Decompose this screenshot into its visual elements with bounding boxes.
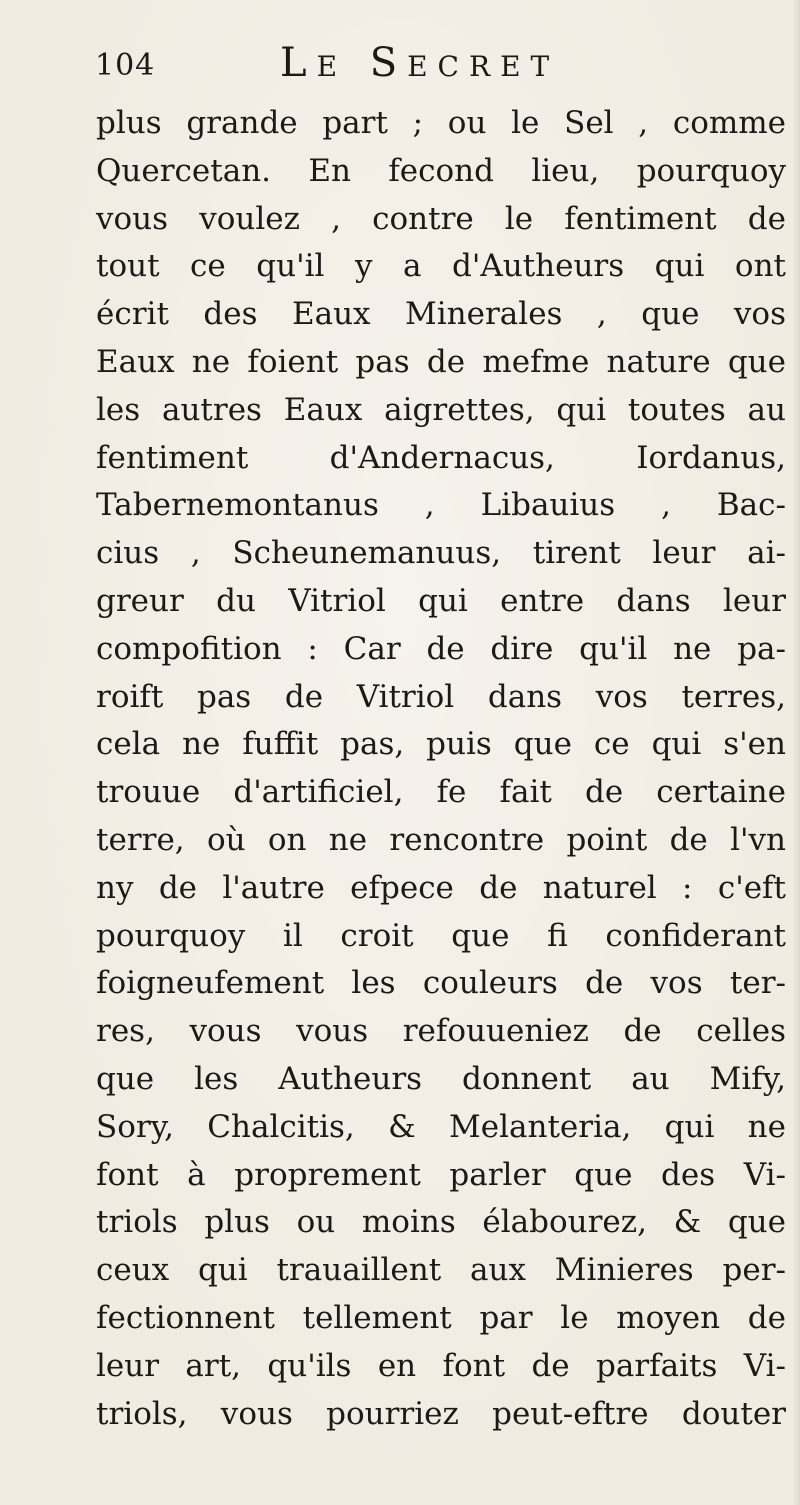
text-line: font à proprement parler que des Vi- (96, 1156, 786, 1193)
text-line: terre, où on ne rencontre point de l'vn (96, 821, 786, 858)
text-line: cela ne fuffit pas, puis que ce qui s'en (96, 726, 786, 763)
text-line: Tabernemontanus , Libauius , Bac- (96, 487, 786, 524)
text-line: compofition : Car de dire qu'il ne pa- (96, 630, 786, 667)
page-header (95, 40, 775, 92)
text-line: res, vous vous refouueniez de celles (96, 1013, 786, 1050)
text-line: greur du Vitriol qui entre dans leur (96, 582, 786, 619)
text-line: triols plus ou moins élabourez, & que (96, 1204, 786, 1241)
text-line: Eaux ne foient pas de mefme nature que (96, 343, 786, 380)
text-line: plus grande part ; ou le Sel , comme (96, 105, 786, 141)
text-line: fentiment d'Andernacus, Iordanus, (96, 439, 786, 476)
text-line: triols, vous pourriez peut-eftre douter (96, 1395, 786, 1432)
text-line: roift pas de Vitriol dans vos terres, (96, 678, 786, 715)
text-line: tout ce qu'il y a d'Autheurs qui ont (96, 248, 786, 285)
body-text (96, 100, 786, 1438)
running-title: Le Secret (280, 40, 560, 86)
text-line: Sory, Chalcitis, & Melanteria, qui ne (96, 1108, 786, 1145)
text-line: vous voulez , contre le fentiment de (96, 200, 786, 237)
text-line: leur art, qu'ils en font de parfaits Vi- (96, 1347, 786, 1384)
page-number: 104 (95, 48, 156, 83)
text-line: trouue d'artificiel, fe fait de certaine (96, 774, 786, 811)
text-line: pourquoy il croit que fi confiderant (96, 917, 786, 954)
text-line: écrit des Eaux Minerales , que vos (96, 296, 786, 333)
text-line: fectionnent tellement par le moyen de (96, 1299, 786, 1336)
text-line: cius , Scheunemanuus, tirent leur ai- (96, 535, 786, 572)
text-line: foigneufement les couleurs de vos ter- (96, 965, 786, 1002)
text-line: les autres Eaux aigrettes, qui toutes au (96, 391, 786, 428)
text-line: que les Autheurs donnent au Mify, (96, 1060, 786, 1097)
text-line: ceux qui trauaillent aux Minieres per- (96, 1252, 786, 1289)
text-line: ny de l'autre efpece de naturel : c'eft (96, 869, 786, 906)
text-line: Quercetan. En fecond lieu, pourquoy (96, 152, 786, 189)
page-edge-shadow (792, 0, 800, 1505)
